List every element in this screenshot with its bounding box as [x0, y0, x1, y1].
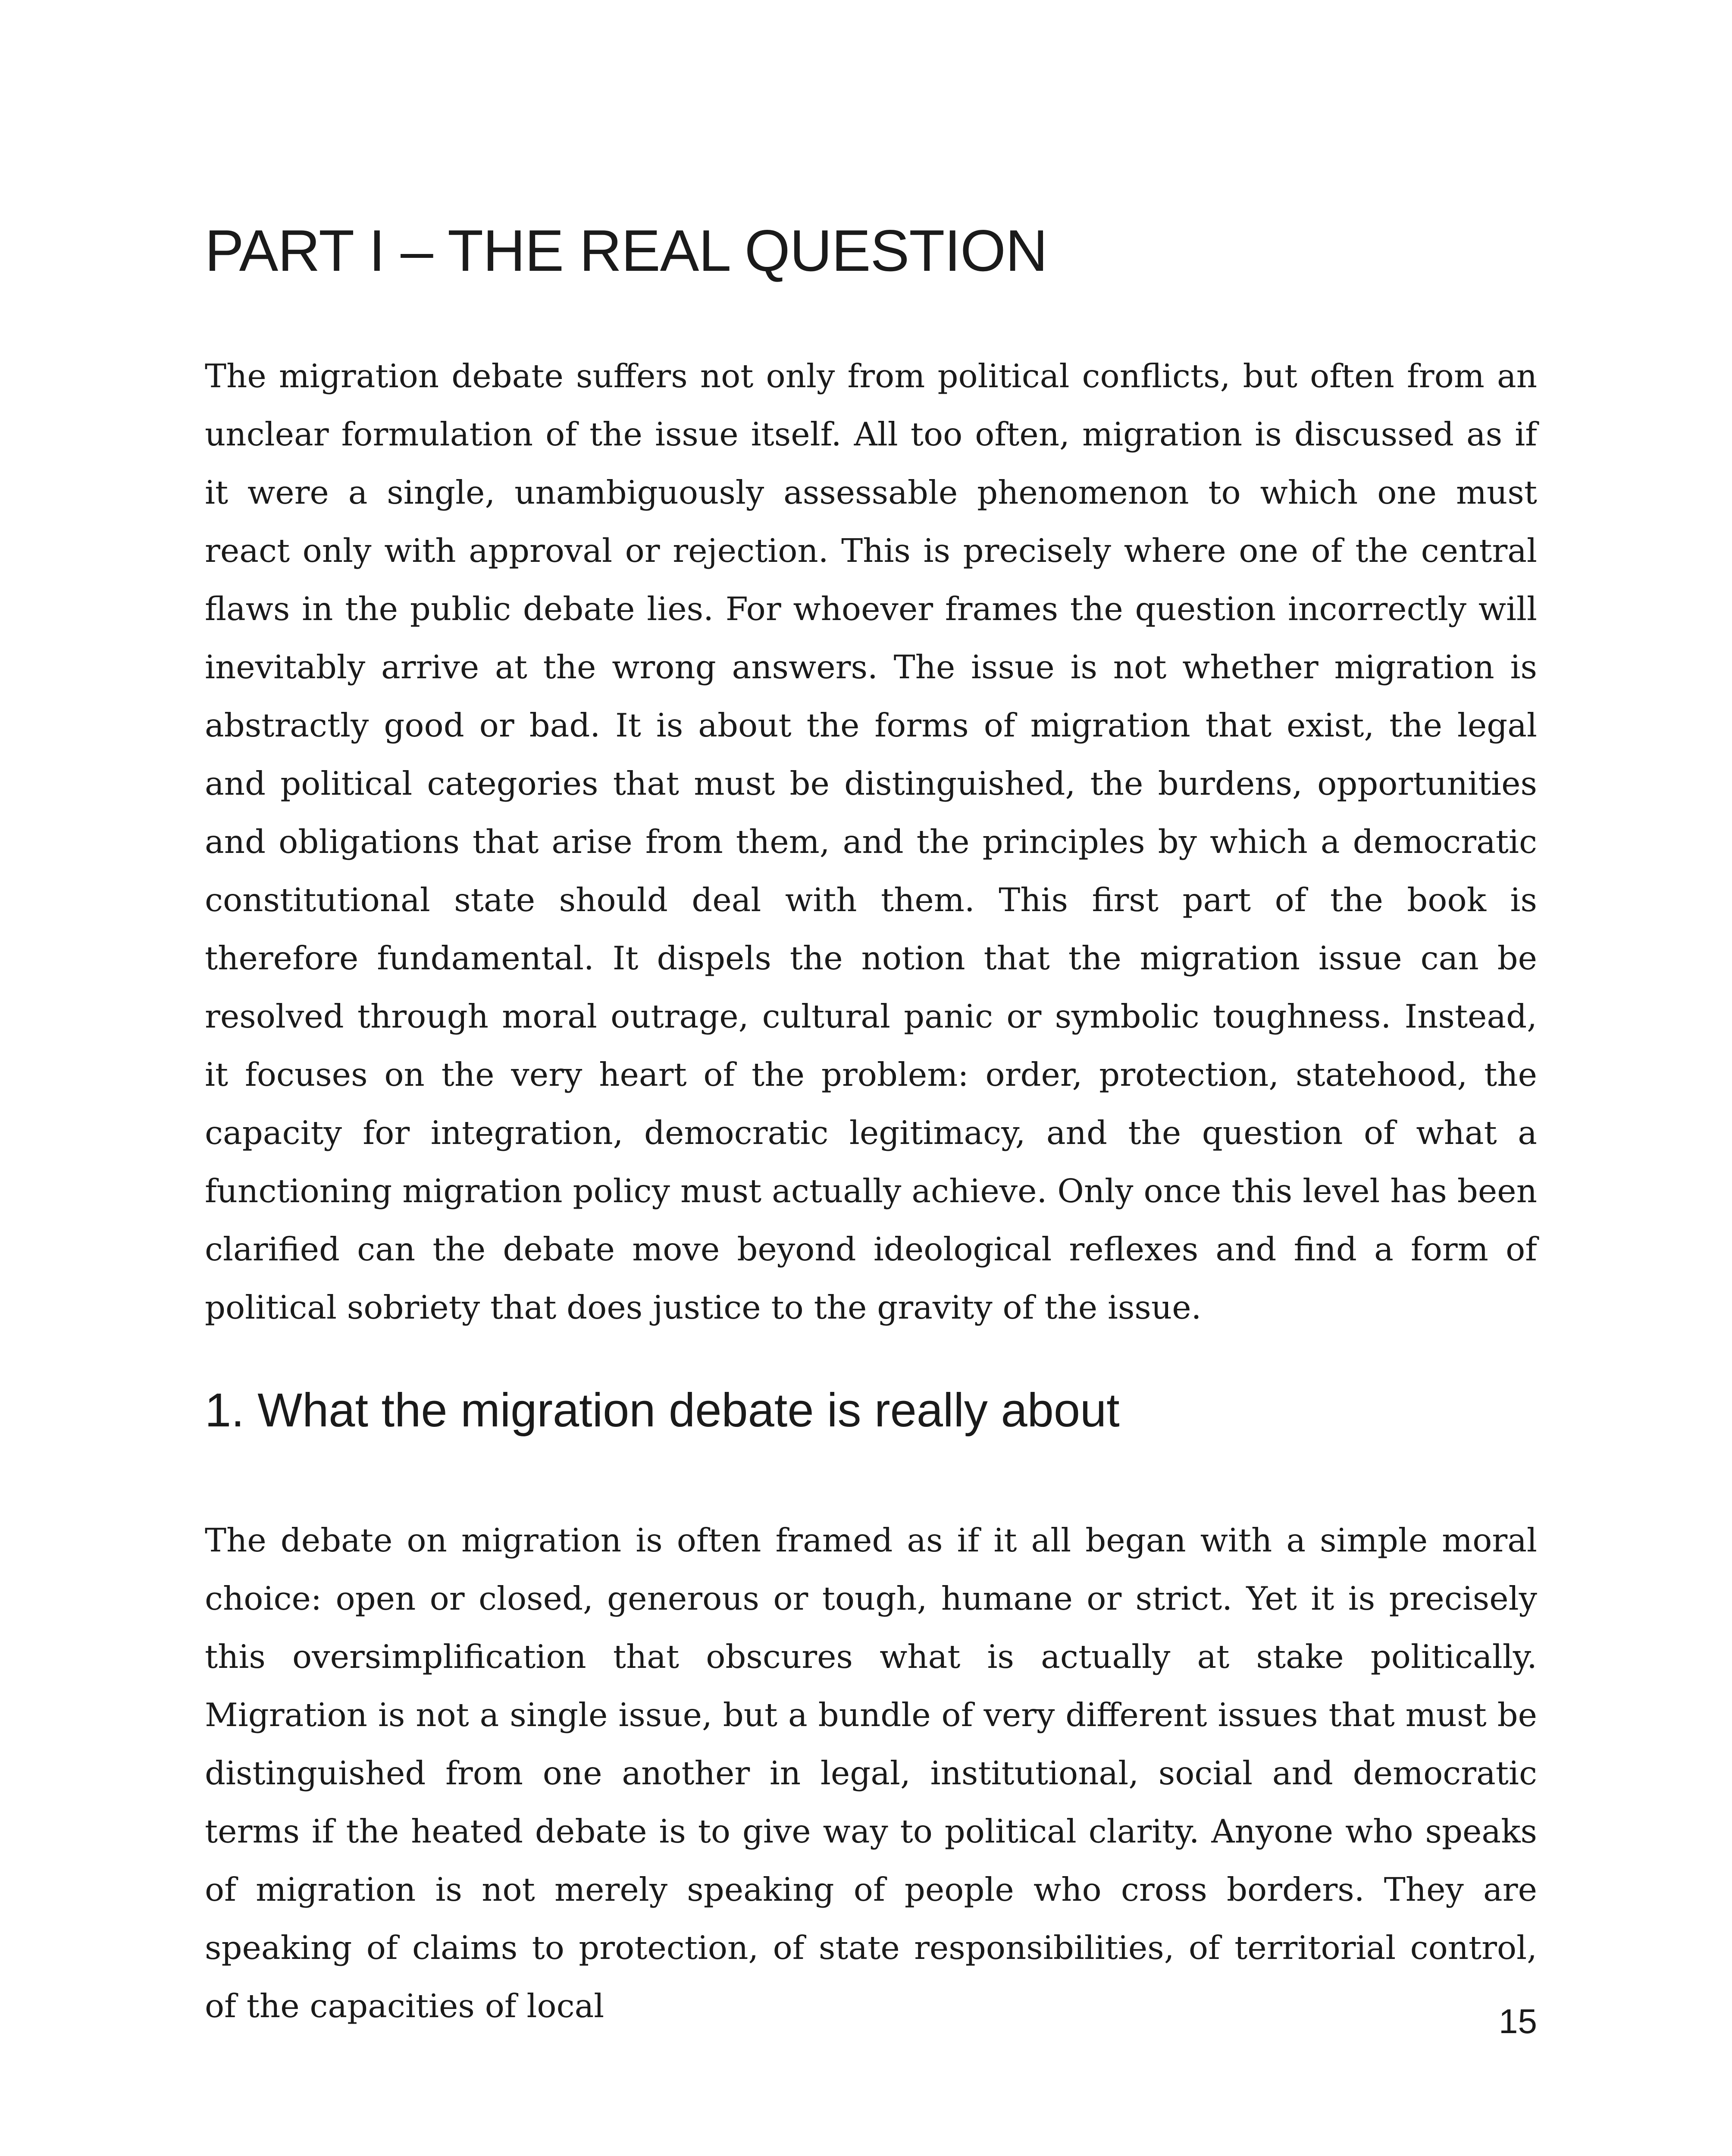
part-title: PART I – THE REAL QUESTION — [205, 218, 1048, 283]
section-heading: 1. What the migration debate is really about — [205, 1384, 1120, 1437]
section-paragraph: The debate on migration is often framed as if it all began with a simple moral choice: open or closed, generous or tough, humane or strict. Yet it is precisely this oversimplification that obscures what is actually at stake politically. Migration is not a single issue, but a bundle of very different issues that must be distinguished from one another in legal, institutional, social and democratic terms if the heated debate is to give way to political clarity. Anyone who speaks of migration is not merely speaking of people who cross borders. They are speaking of claims to protection, of state responsibilities, of territorial control, of the capacities of local — [205, 1521, 1537, 2025]
page-number: 15 — [1499, 2002, 1537, 2040]
intro-paragraph: The migration debate suffers not only from political conflicts, but often from an unclear formulation of the issue itself. All too often, migration is discussed as if it were a single, unambiguously assessable phenomenon to which one must react only with approval or rejection. This is precisely where one of the central flaws in the public debate lies. For whoever frames the question incorrectly will inevitably arrive at the wrong answers. The issue is not whether migration is abstractly good or bad. It is about the forms of migration that exist, the legal and political categories that must be distinguished, the burdens, opportunities and obligations that arise from them, and the principles by which a democratic constitutional state should deal with them. This first part of the book is therefore fundamental. It dispels the notion that the migration issue can be resolved through moral outrage, cultural panic or symbolic toughness. Instead, it focuses on the very heart of the problem: order, protection, statehood, the capacity for integration, democratic legitimacy, and the question of what a functioning migration policy must actually achieve. Only once this level has been clarified can the debate move beyond ideological reflexes and find a form of political sobriety that does justice to the gravity of the issue. — [205, 357, 1537, 1326]
